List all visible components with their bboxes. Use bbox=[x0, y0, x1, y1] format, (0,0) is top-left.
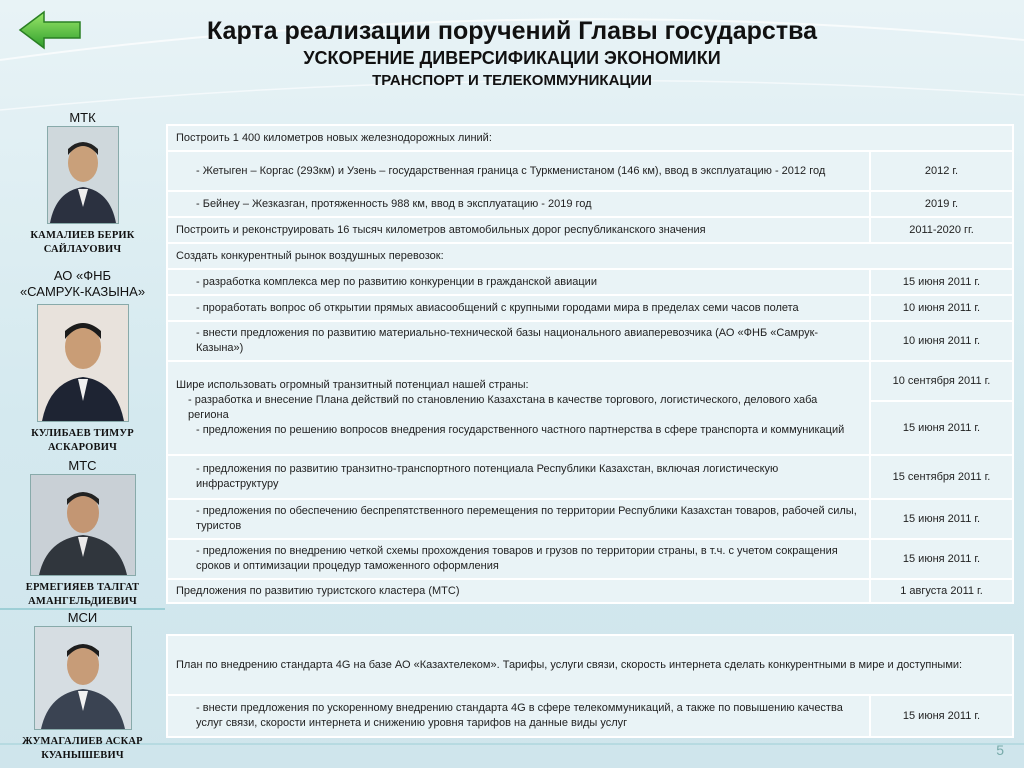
table-row bbox=[167, 243, 1013, 269]
table-cell: Предложения по развитию туристского кластера (МТС) bbox=[167, 579, 870, 603]
table-cell: - проработать вопрос об открытии прямых авиасообщений с крупными городами мира в пределах семи часов полета bbox=[167, 295, 870, 321]
table-cell: - предложения по внедрению четкой схемы прохождения товаров и грузов по территории страны, в т.ч. с учетом сокращения сроков и оптимизации процедур таможенного оформления bbox=[167, 539, 870, 579]
date-cell: 10 сентября 2011 г. bbox=[870, 361, 1013, 401]
table-row bbox=[167, 217, 1013, 243]
table-cell: - предложения по обеспечению беспрепятственного перемещения по территории Республики Казахстан товаров, рабочей силы, туристов bbox=[167, 499, 870, 539]
table-row bbox=[167, 295, 1013, 321]
table-cell: Создать конкурентный рынок воздушных перевозок: bbox=[167, 243, 1013, 269]
page-number: 5 bbox=[996, 742, 1004, 758]
table-cell: - предложения по развитию транзитно-транспортного потенциала Республики Казахстан, включая логистическую инфраструктуру bbox=[167, 455, 870, 499]
table-row bbox=[167, 635, 1013, 695]
person-photo bbox=[47, 126, 119, 224]
telecom-table bbox=[166, 634, 1014, 738]
transport-table bbox=[166, 124, 1014, 604]
person-photo bbox=[37, 304, 129, 422]
date-cell: 10 июня 2011 г. bbox=[870, 321, 1013, 361]
person-card-2 bbox=[0, 268, 165, 455]
person-photo bbox=[30, 474, 136, 576]
table-row bbox=[167, 539, 1013, 579]
table-cell: - Бейнеу – Жезказган, протяженность 988 км, ввод в эксплуатацию - 2019 год bbox=[167, 191, 870, 217]
date-cell: 1 августа 2011 г. bbox=[870, 579, 1013, 603]
section-title: ТРАНСПОРТ И ТЕЛЕКОММУНИКАЦИИ bbox=[372, 72, 652, 89]
date-cell: 15 июня 2011 г. bbox=[870, 269, 1013, 295]
date-cell: 15 июня 2011 г. bbox=[870, 499, 1013, 539]
date-cell: 15 сентября 2011 г. bbox=[870, 455, 1013, 499]
page-subtitle: УСКОРЕНИЕ ДИВЕРСИФИКАЦИИ ЭКОНОМИКИ bbox=[303, 48, 721, 68]
table-row bbox=[167, 695, 1013, 737]
date-cell: 15 июня 2011 г. bbox=[870, 401, 1013, 455]
date-cell: 15 июня 2011 г. bbox=[870, 539, 1013, 579]
person-name: КУЛИБАЕВ ТИМУР АСКАРОВИЧ bbox=[31, 428, 134, 453]
table-row bbox=[167, 191, 1013, 217]
date-cell: 2019 г. bbox=[870, 191, 1013, 217]
table-cell: - внести предложения по развитию материально-технической базы национального авиаперевозчика (АО «ФНБ «Самрук-Казына») bbox=[167, 321, 870, 361]
person-name: КАМАЛИЕВ БЕРИК САЙЛАУОВИЧ bbox=[30, 230, 135, 255]
table-cell: - Жетыген – Коргас (293км) и Узень – государственная граница с Туркменистаном (146 км), ввод в эксплуатацию - 2012 год bbox=[167, 151, 870, 191]
person-card-1 bbox=[0, 110, 165, 257]
table-row bbox=[167, 125, 1013, 151]
person-name: ЕРМЕГИЯЕВ ТАЛГАТ АМАНГЕЛЬДИЕВИЧ bbox=[25, 582, 140, 607]
table-row bbox=[167, 151, 1013, 191]
table-cell: Построить 1 400 километров новых железнодорожных линий: bbox=[167, 125, 1013, 151]
org-label: МТС bbox=[68, 458, 97, 473]
table-row bbox=[167, 361, 1013, 401]
page-title: Карта реализации поручений Главы государства bbox=[206, 17, 818, 45]
org-label: АО «ФНБ «САМРУК-КАЗЫНА» bbox=[19, 268, 146, 299]
table-row bbox=[167, 269, 1013, 295]
back-arrow-icon[interactable] bbox=[18, 10, 84, 50]
org-label: МТК bbox=[69, 110, 96, 125]
org-label: МСИ bbox=[67, 610, 98, 625]
person-photo bbox=[34, 626, 132, 730]
table-cell: - разработка комплекса мер по развитию конкуренции в гражданской авиации bbox=[167, 269, 870, 295]
table-cell: План по внедрению стандарта 4G на базе АО «Казахтелеком». Тарифы, услуги связи, скорость интернета сделать конкурентными в мире и доступными: bbox=[167, 635, 1013, 695]
date-cell: 10 июня 2011 г. bbox=[870, 295, 1013, 321]
table-cell: - внести предложения по ускоренному внедрению стандарта 4G в сфере телекоммуникаций, а также по повышению качества услуг связи, скорости интернета и снижению уровня тарифов на данные виды услуг bbox=[167, 695, 870, 737]
date-cell: 2011-2020 гг. bbox=[870, 217, 1013, 243]
table-row bbox=[167, 321, 1013, 361]
title-block bbox=[100, 16, 924, 92]
table-cell: Шире использовать огромный транзитный потенциал нашей страны: - разработка и внесение Плана действий по становлению Казахстана в качестве торгового, логистического, делового хаба региона - предложения по решению вопросов внедрения государственного частного партнерства в сфере транспорта и коммуникаций bbox=[167, 361, 870, 455]
date-cell: 15 июня 2011 г. bbox=[870, 695, 1013, 737]
person-card-3 bbox=[0, 458, 165, 609]
person-name: ЖУМАГАЛИЕВ АСКАР КУАНЫШЕВИЧ bbox=[22, 736, 143, 761]
table-row bbox=[167, 579, 1013, 603]
table-row bbox=[167, 455, 1013, 499]
table-cell: Построить и реконструировать 16 тысяч километров автомобильных дорог республиканского значения bbox=[167, 217, 870, 243]
table-row bbox=[167, 499, 1013, 539]
person-card-4 bbox=[0, 610, 165, 763]
date-cell: 2012 г. bbox=[870, 151, 1013, 191]
